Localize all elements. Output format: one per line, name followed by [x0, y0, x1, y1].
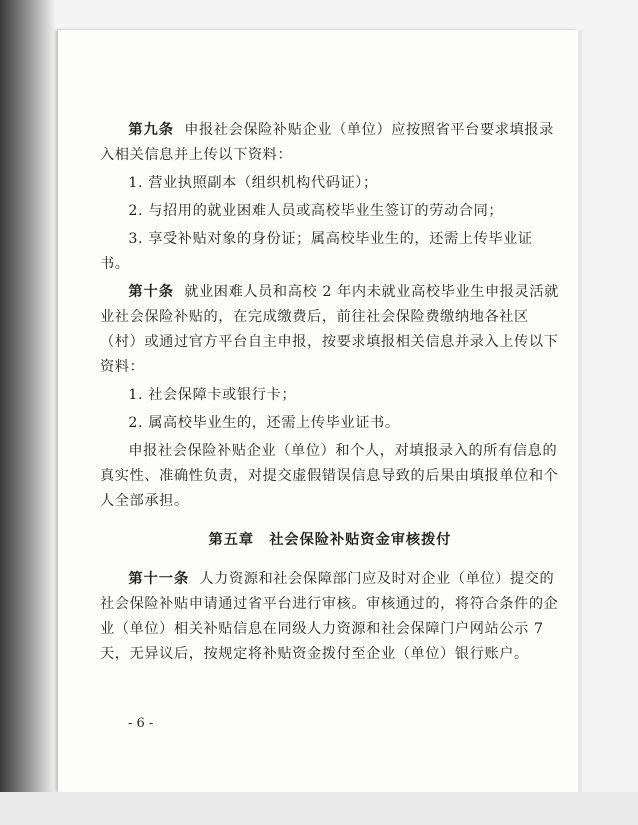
scan-bottom-band: [0, 792, 638, 825]
article-9-title: 第九条: [128, 122, 174, 138]
responsibility-paragraph: 申报社会保险补贴企业（单位）和个人，对填报录入的所有信息的真实性、准确性负责，对提交虚假错误信息导致的后果由填报单位和个人全部承担。: [100, 443, 559, 509]
article-10-item-1: 1. 社会保障卡或银行卡；: [128, 387, 297, 403]
article-9-text: 申报社会保险补贴企业（单位）应按照省平台要求填报录入相关信息并上传以下资料：: [100, 122, 554, 163]
article-9-item-3: 3. 享受补贴对象的身份证；属高校毕业生的，还需上传毕业证书。: [100, 231, 533, 272]
article-10-text: 就业困难人员和高校 2 年内未就业高校毕业生申报灵活就业社会保险补贴的，在完成缴费后，前往社会保险费缴纳地各社区（村）或通过官方平台自主申报，按要求填报相关信息并录入上传以下资料：: [100, 284, 559, 375]
article-11-title: 第十一条: [128, 571, 190, 587]
page-number: - 6 -: [128, 716, 154, 731]
chapter-5-heading: 第五章 社会保险补贴资金审核拨付: [208, 532, 452, 548]
article-11-paragraph: [100, 567, 560, 667]
article-9-item-1: 1. 营业执照副本（组织机构代码证）；: [128, 175, 378, 191]
article-9-item-2: 2. 与招用的就业困难人员或高校毕业生签订的劳动合同；: [128, 203, 504, 219]
article-10-title: 第十条: [128, 284, 174, 300]
page-content: [100, 118, 560, 667]
article-9-paragraph: [100, 118, 560, 168]
article-11-text: 人力资源和社会保障部门应及时对企业（单位）提交的社会保险补贴申请通过省平台进行审核。审核通过的，将符合条件的企业（单位）相关补贴信息在同级人力资源和社会保障门户网站公示 7 天，无异议后，按规定将补贴资金拨付至企业（单位）银行账户。: [100, 571, 559, 662]
article-10-item-2: 2. 属高校毕业生的，还需上传毕业证书。: [128, 415, 400, 431]
article-10-paragraph: [100, 280, 560, 380]
